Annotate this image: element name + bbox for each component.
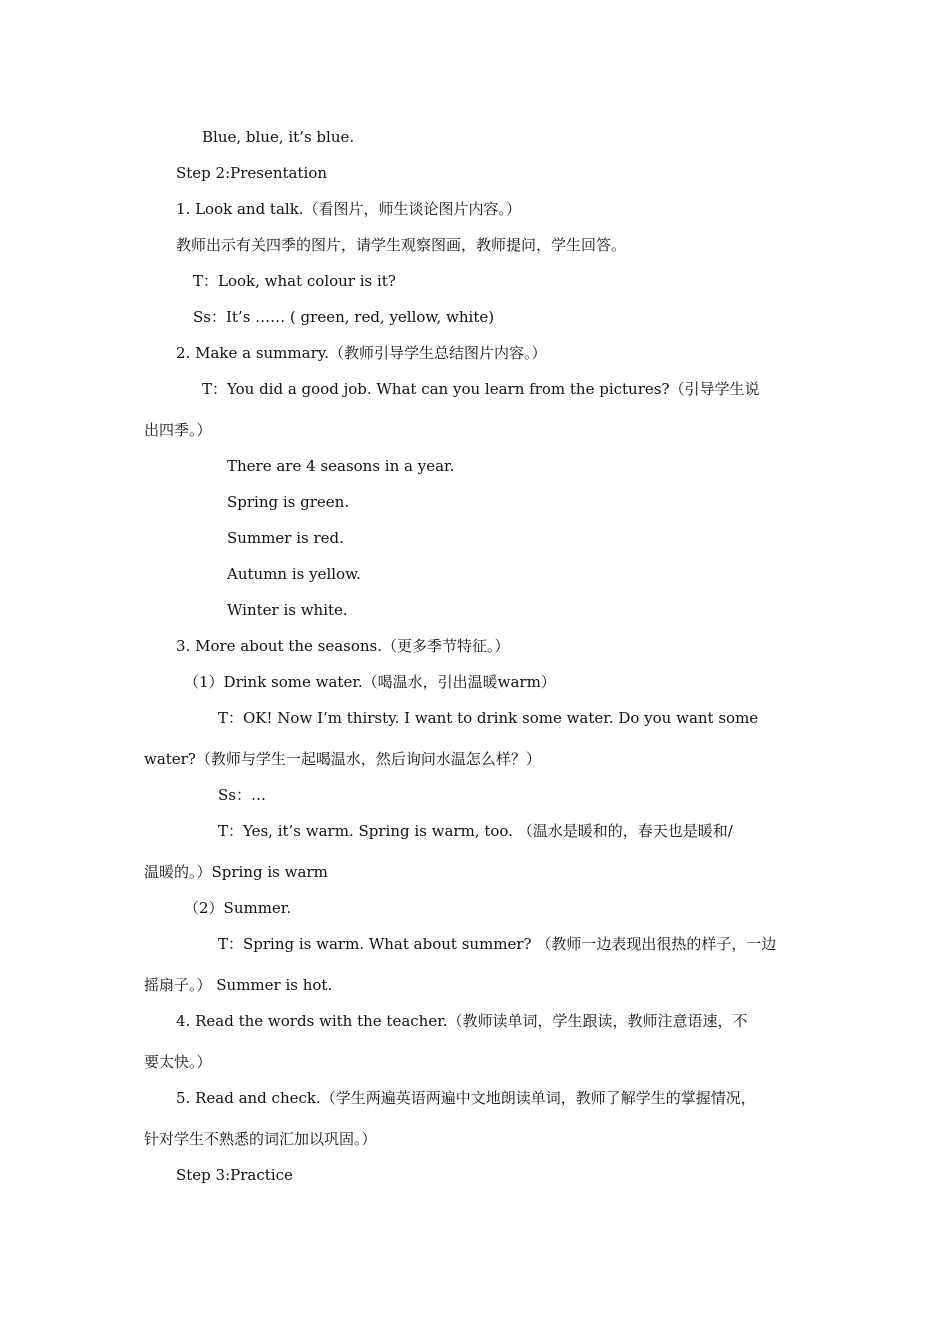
dialogue-teacher-summer: T：Spring is warm. What about summer? （教师一边表现出很热的样子，一边: [218, 935, 777, 953]
item-5-read-and-check-cont: 针对学生不熟悉的词汇加以巩固。）: [144, 1130, 377, 1148]
dialogue-teacher-good-job-cont: 出四季。）: [144, 421, 212, 439]
item-5-read-and-check: 5. Read and check.（学生两遍英语两遍中文地朗读单词，教师了解学生的掌握情况，: [176, 1089, 756, 1107]
dialogue-teacher-question: T：Look, what colour is it?: [193, 272, 396, 290]
step-3-heading: Step 3:Practice: [176, 1166, 293, 1184]
summary-autumn: Autumn is yellow.: [227, 565, 361, 583]
sub-item-1-drink-water: （1）Drink some water.（喝温水，引出温暖warm）: [184, 673, 556, 691]
summary-summer: Summer is red.: [227, 529, 344, 547]
dialogue-teacher-thirsty-cont: water?（教师与学生一起喝温水，然后询问水温怎么样？）: [144, 750, 541, 768]
summary-spring: Spring is green.: [227, 493, 350, 511]
dialogue-students-answer: Ss：It’s …… ( green, red, yellow, white): [193, 308, 495, 326]
text-line-teacher-shows-pictures: 教师出示有关四季的图片，请学生观察图画，教师提问，学生回答。: [176, 236, 627, 254]
item-4-read-words: 4. Read the words with the teacher.（教师读单词，学生跟读，教师注意语速，不: [176, 1012, 748, 1030]
dialogue-teacher-thirsty: T：OK! Now I’m thirsty. I want to drink some water. Do you want some: [218, 709, 759, 727]
dialogue-teacher-good-job: T：You did a good job. What can you learn from the pictures?（引导学生说: [202, 380, 760, 398]
summary-seasons-count: There are 4 seasons in a year.: [227, 457, 455, 475]
dialogue-teacher-summer-cont: 摇扇子。） Summer is hot.: [144, 976, 333, 994]
dialogue-teacher-warm-cont: 温暖的。）Spring is warm: [144, 863, 328, 881]
text-line-chant: Blue, blue, it’s blue.: [202, 128, 355, 146]
step-2-heading: Step 2:Presentation: [176, 164, 328, 182]
item-2-make-summary: 2. Make a summary.（教师引导学生总结图片内容。）: [176, 344, 547, 362]
item-1-look-and-talk: 1. Look and talk.（看图片，师生谈论图片内容。）: [176, 200, 522, 218]
summary-winter: Winter is white.: [227, 601, 348, 619]
dialogue-students-reply: Ss：…: [218, 786, 266, 804]
dialogue-teacher-warm: T：Yes, it’s warm. Spring is warm, too. （温水是暖和的，春天也是暖和/: [218, 822, 733, 840]
item-3-more-about-seasons: 3. More about the seasons.（更多季节特征。）: [176, 637, 510, 655]
sub-item-2-summer: （2）Summer.: [184, 899, 292, 917]
item-4-read-words-cont: 要太快。）: [144, 1053, 212, 1071]
